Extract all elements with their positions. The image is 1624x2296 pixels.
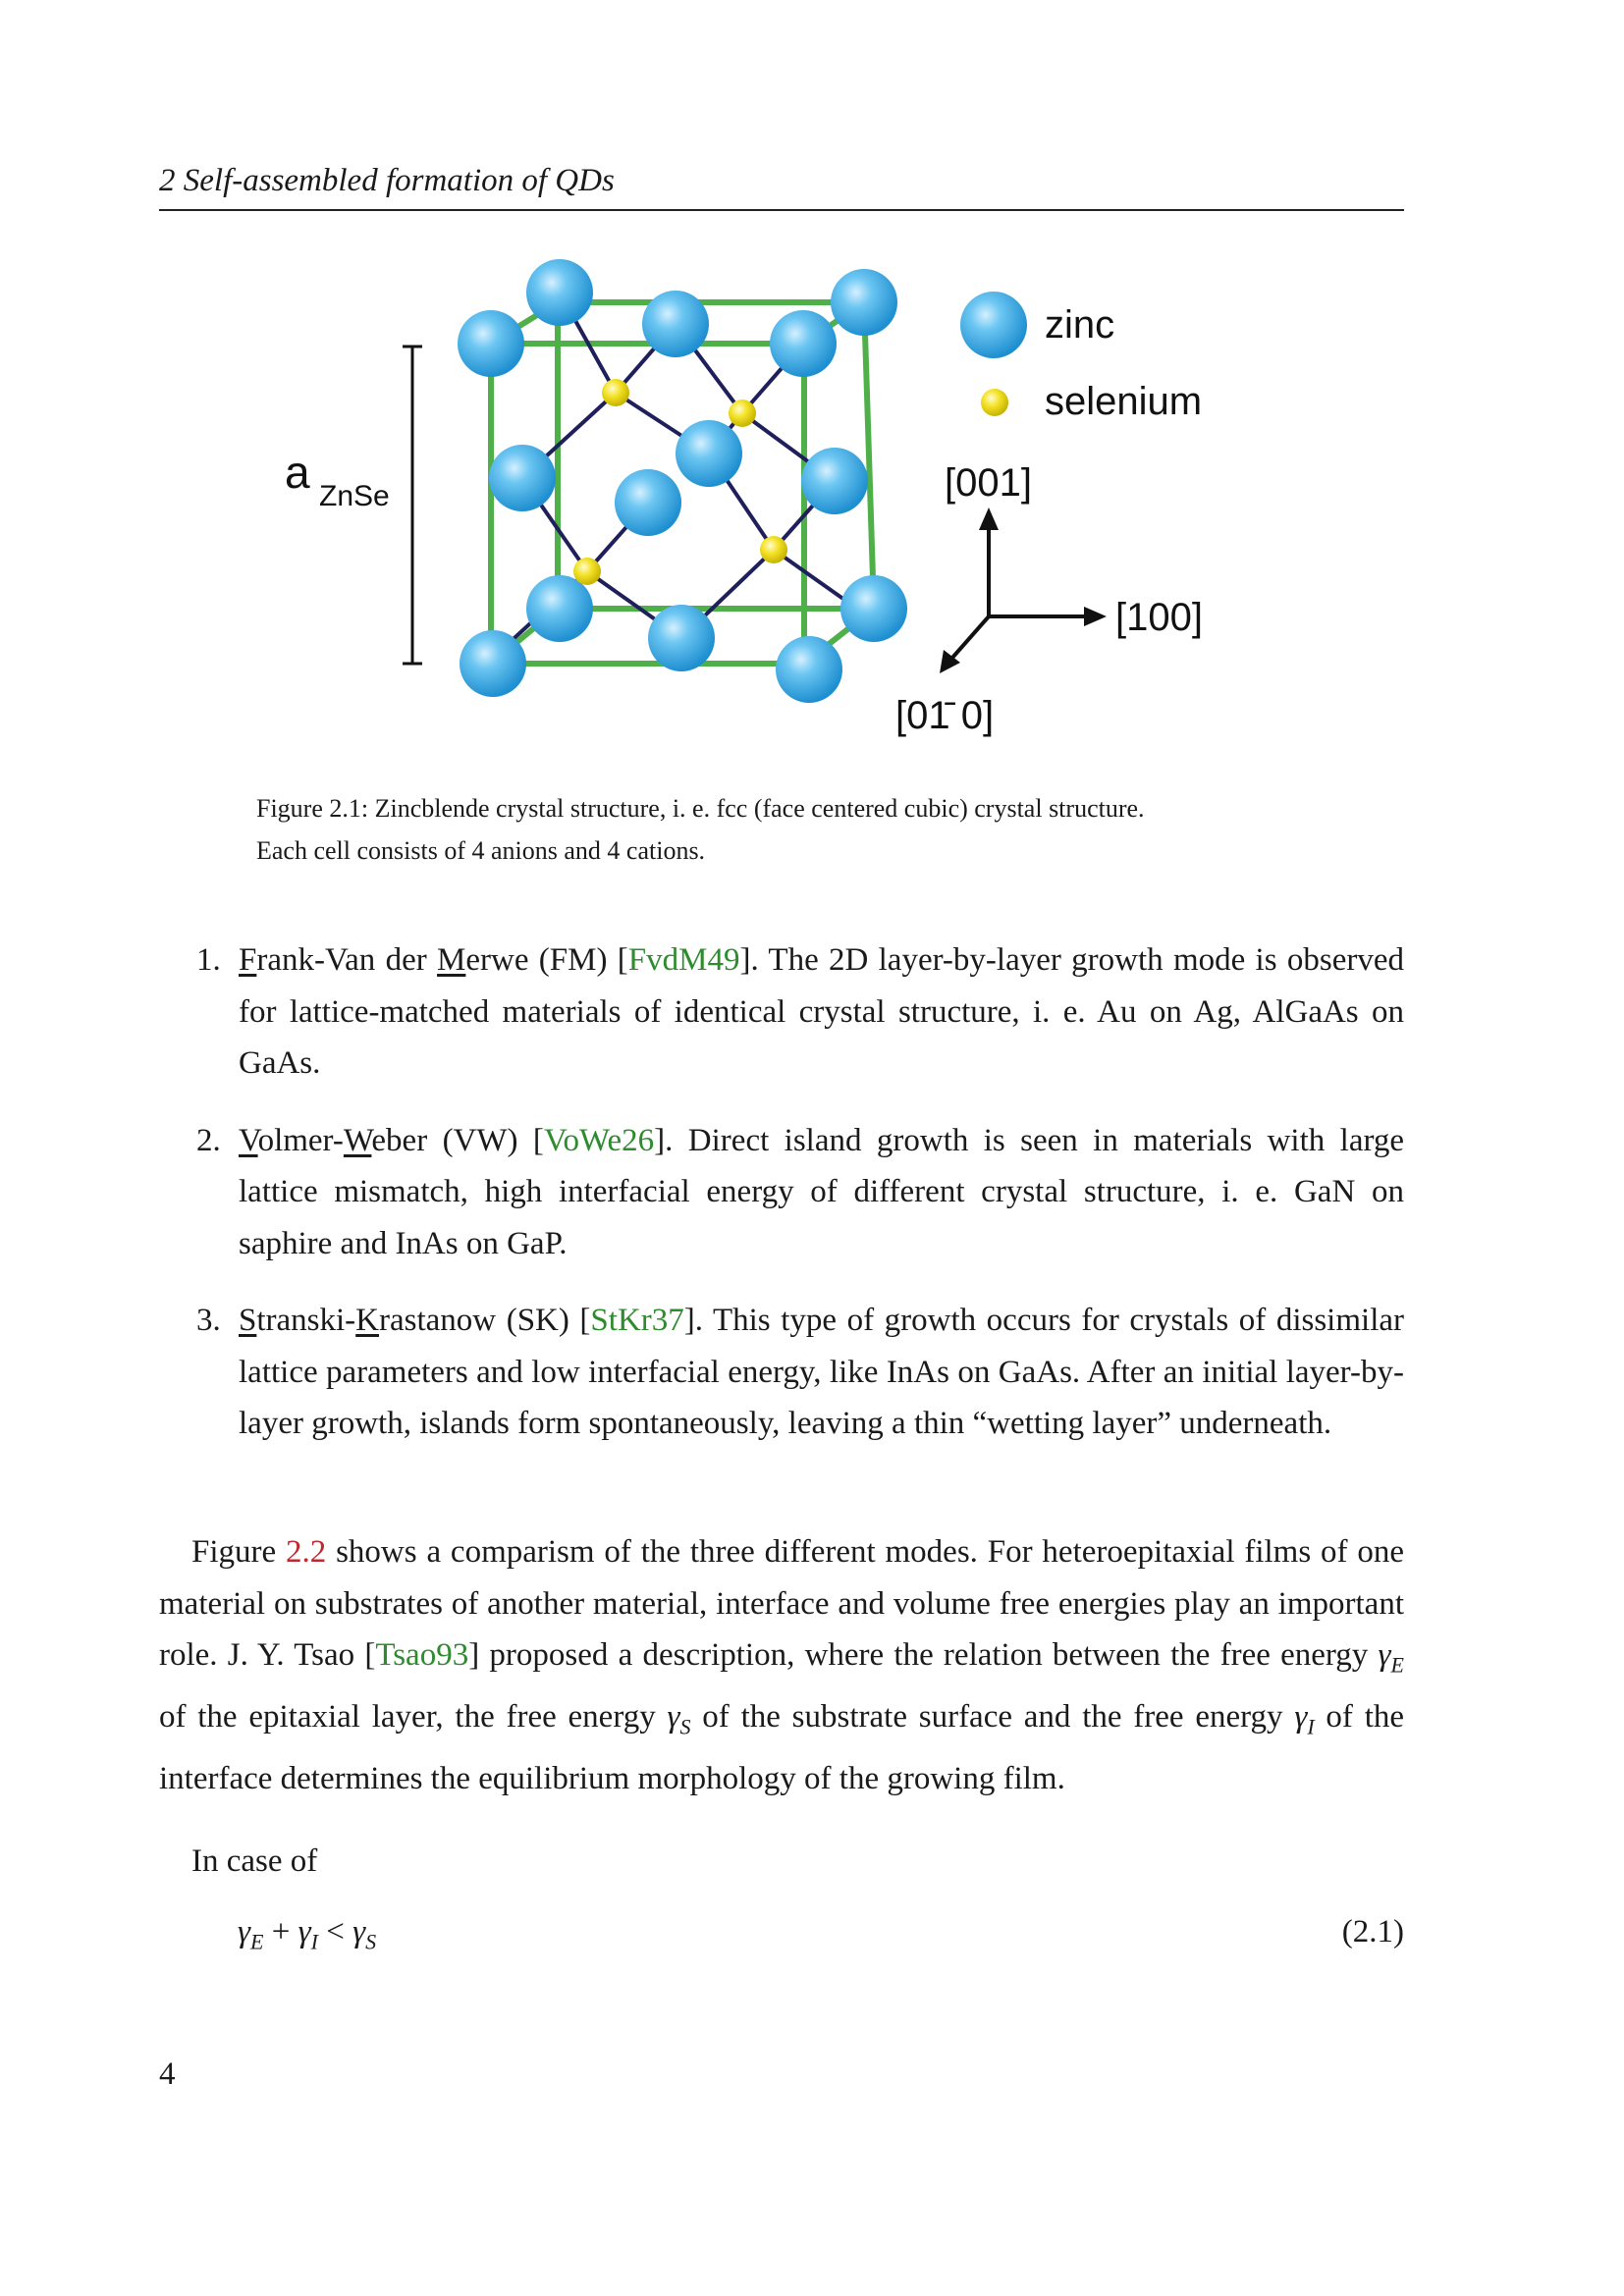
crystal-axes [940, 507, 1107, 673]
list-number: 1. [196, 942, 221, 978]
list-text: eber (VW) [ [371, 1122, 544, 1158]
list-text: rank-Van der [256, 942, 438, 978]
list-item [159, 934, 1404, 1090]
equation-2-1 [238, 1914, 1404, 1955]
math-gamma: $\gamma_I$ [1294, 1699, 1315, 1739]
figure-caption [256, 787, 1368, 872]
list-text: rastanow (SK) [ [379, 1303, 591, 1338]
list-item [159, 1295, 1404, 1450]
list-item [159, 1115, 1404, 1270]
equation-number: (2.1) [1341, 1914, 1404, 1949]
legend-zinc-swatch [960, 292, 1027, 358]
citation-link[interactable]: StKr37 [590, 1303, 684, 1338]
math-gamma: $\gamma_S$ [667, 1699, 691, 1739]
caption-line-1: Figure 2.1: Zincblende crystal structure, i. e. fcc (face centered cubic) crystal structure. [256, 794, 1145, 823]
lattice-constant-bar [403, 347, 422, 664]
list-text: erwe (FM) [ [465, 942, 628, 978]
underlined-initial: S [239, 1303, 257, 1338]
lattice-label: a [285, 447, 310, 498]
citation-link[interactable]: VoWe26 [543, 1122, 655, 1158]
equation-body: $\gamma_E + \gamma_I < \gamma_S$ [238, 1914, 377, 1954]
growth-modes-list [159, 934, 1404, 1475]
underlined-initial: F [239, 942, 257, 978]
paragraph-text: of the epitaxial layer, the free energy [159, 1699, 668, 1735]
running-title: 2 Self-assembled formation of QDs [159, 163, 615, 198]
paragraph-text: Figure [191, 1534, 286, 1570]
list-text: ]. This type of growth occurs for crystals of dissimilar lattice parameters and low interfacial energy, like InAs on GaAs. After an initial layer-by-layer growth, islands form spontaneously, leaving a thin “wetting layer” underneath. [239, 1303, 1404, 1441]
list-text: ]. The 2D layer-by-layer growth mode is observed for lattice-matched materials of identical crystal structure, i. e. Au on Ag, AlGaAs on GaAs. [239, 942, 1404, 1081]
math-gamma: $\gamma_E$ [1378, 1637, 1404, 1678]
paragraph-text: of the substrate surface and the free energy [690, 1699, 1295, 1735]
citation-link[interactable]: FvdM49 [627, 942, 740, 978]
paragraph-free-energies [159, 1526, 1404, 1805]
list-number: 3. [196, 1303, 221, 1338]
figure-ref-link[interactable]: 2.2 [286, 1534, 327, 1570]
underlined-initial: V [239, 1122, 258, 1158]
legend [960, 292, 1202, 423]
page-number: 4 [159, 2056, 176, 2092]
underlined-initial: M [437, 942, 466, 978]
paragraph-in-case-of [159, 1836, 1404, 1888]
list-text: olmer- [257, 1122, 344, 1158]
axis-label-010: [01̄ 0] [895, 694, 995, 737]
underlined-initial: K [355, 1303, 380, 1338]
paragraph-text: In case of [191, 1843, 318, 1879]
selenium-atoms [573, 379, 787, 585]
list-text: ]. Direct island growth is seen in materials with large lattice mismatch, high interfacial energy of different crystal structure, i. e. GaN on saphire and InAs on GaP. [239, 1122, 1405, 1261]
paragraph-text: of the interface determines the equilibrium morphology of the growing film. [159, 1699, 1405, 1797]
underlined-initial: W [343, 1122, 372, 1158]
legend-zinc-label: zinc [1045, 303, 1115, 347]
legend-selenium-label: selenium [1045, 380, 1203, 423]
legend-selenium-swatch [981, 389, 1008, 416]
paragraph-text: ] proposed a description, where the relation between the free energy [468, 1637, 1379, 1673]
paragraph-text: shows a comparism of the three different modes. For heteroepitaxial films of one material on substrates of another material, interface and volume free energies play an important role. J. Y. Tsao [ [159, 1534, 1404, 1673]
lattice-label-subscript: ZnSe [319, 480, 390, 512]
axis-label-100: [100] [1115, 596, 1203, 639]
caption-line-2: Each cell consists of 4 anions and 4 cations. [256, 836, 706, 865]
list-text: transki- [256, 1303, 356, 1338]
zincblende-figure [0, 0, 1624, 766]
axis-label-001: [001] [945, 461, 1032, 505]
citation-link[interactable]: Tsao93 [375, 1637, 469, 1673]
list-number: 2. [196, 1122, 221, 1158]
